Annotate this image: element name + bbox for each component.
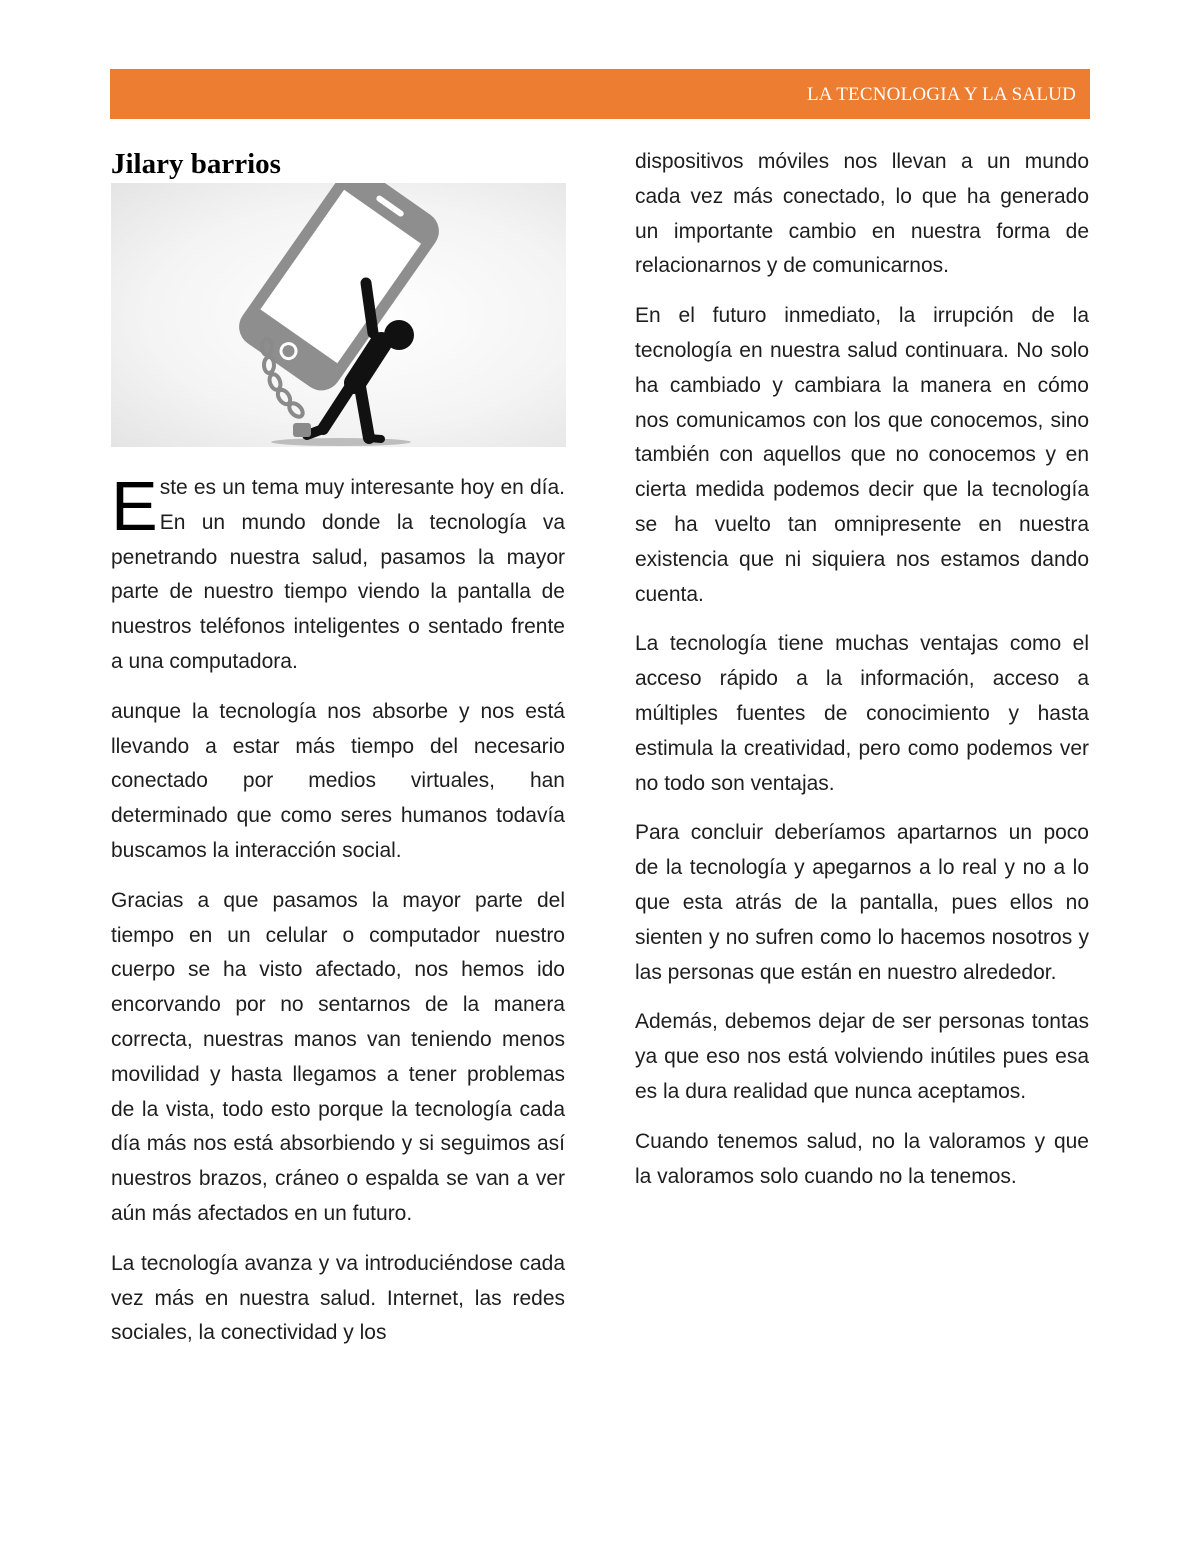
paragraph-8: Además, debemos dejar de ser personas tontas ya que eso nos está volviendo inútiles pues esa es la dura realidad que nunca aceptamos. [635,1010,1089,1103]
header-band [110,69,1090,119]
paragraph-6: La tecnología tiene muchas ventajas como el acceso rápido a la información, acceso a múltiples fuentes de conocimiento y hasta estimula la creatividad, pero como podemos ver no todo son ventajas. [635,632,1089,795]
paragraph-9: Cuando tenemos salud, no la valoramos y que la valoramos solo cuando no la tenemos. [635,1129,1089,1188]
paragraph-3: Gracias a que pasamos la mayor parte del tiempo en un celular o computador nuestro cuerpo se ha visto afectado, nos hemos ido encorvando por no sentarnos de la manera correcta, nuestras manos van teniendo menos movilidad y hasta llegamos a tener problemas de la vista, todo esto porque la tecnología cada día más nos está absorbiendo y si seguimos así nuestros brazos, cráneo o espalda se van a ver aún más afectados en un futuro. [111,888,565,1225]
paragraph-5: En el futuro inmediato, la irrupción de la tecnología en nuestra salud continuara. No solo ha cambiado y cambiara la manera en cómo nos comunicamos con los que conocemos, sino también con aquellos que no conocemos y en cierta medida podemos decir que la tecnología se ha vuelto tan omnipresente en nuestra existencia que ni siquiera nos estamos dando cuenta. [635,304,1089,606]
left-column [111,145,565,1366]
paragraph-4-start: La tecnología avanza y va introduciéndose cada vez más en nuestra salud. Internet, las redes sociales, la conectividad y los [111,1251,565,1345]
person-carrying-phone-chained-icon [111,183,566,447]
paragraph-intro-rest: día. En un mundo donde la tecnología va penetrando nuestra salud, pasamos la mayor parte de nuestro tiempo viendo la pantalla de nuestros teléfonos inteligentes o sentado frente a una computadora. [111,476,565,673]
page-header-title: LA TECNOLOGIA Y LA SALUD [806,84,1076,105]
author-name: Jilary barrios [111,148,281,180]
paragraph-intro [111,467,565,680]
article-illustration [111,183,566,447]
paragraph-intro-first-line: ste es un tema muy interesante hoy en [159,476,524,499]
right-column [635,145,1089,1209]
paragraph-7: Para concluir deberíamos apartarnos un poco de la tecnología y apegarnos a lo real y no a lo que esta atrás de la pantalla, pues ellos no sienten y no sufren como lo hacemos nosotros y las personas que están en nuestro alrededor. [635,821,1089,984]
paragraph-2: aunque la tecnología nos absorbe y nos está llevando a estar más tiempo del necesario conectado por medios virtuales, han determinado que como seres humanos todavía buscamos la interacción social. [111,699,565,862]
dropcap-letter: E [111,467,158,545]
paragraph-4-continued: dispositivos móviles nos llevan a un mundo cada vez más conectado, lo que ha generado un importante cambio en nuestra forma de relacionarnos y de comunicarnos. [635,150,1089,278]
